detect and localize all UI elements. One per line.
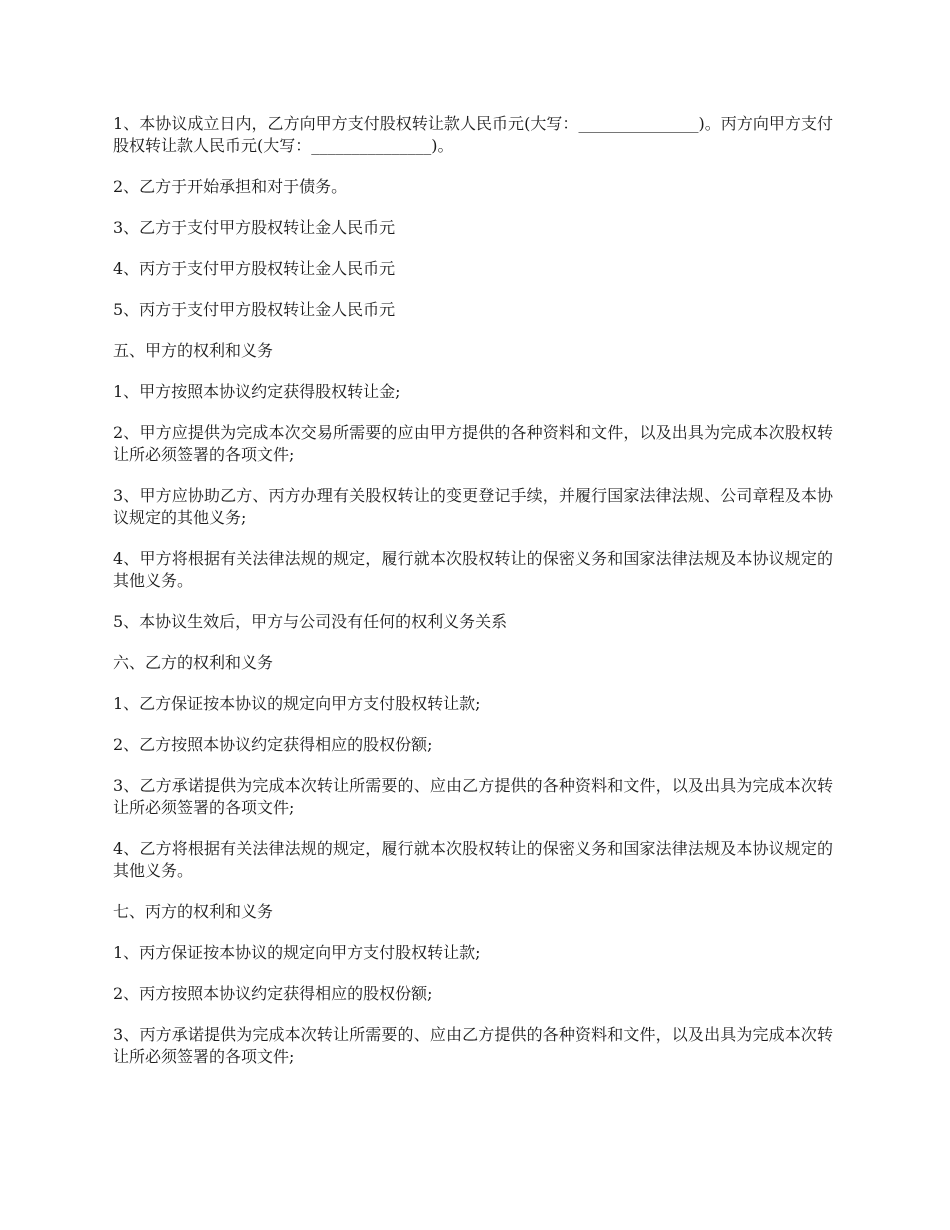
party-c-clause-3: 3、丙方承诺提供为完成本次转让所需要的、应由乙方提供的各种资料和文件，以及出具为完成本次转让所必须签署的各项文件; [113,1025,833,1066]
clause-payment-party-c-2: 5、丙方于支付甲方股权转让金人民币元 [113,300,396,319]
party-c-clause-1: 1、丙方保证按本协议的规定向甲方支付股权转让款; [113,943,481,962]
party-a-clause-5: 5、本协议生效后，甲方与公司没有任何的权利义务关系 [113,612,508,631]
document-page [113,113,833,1087]
section-heading-party-c: 七、丙方的权利和义务 [113,902,274,921]
party-b-clause-4: 4、乙方将根据有关法律法规的规定，履行就本次股权转让的保密义务和国家法律法规及本协议规定的其他义务。 [113,839,833,880]
section-heading-party-a: 五、甲方的权利和义务 [113,341,274,360]
section-heading-party-b: 六、乙方的权利和义务 [113,653,274,672]
party-a-clause-4: 4、甲方将根据有关法律法规的规定，履行就本次股权转让的保密义务和国家法律法规及本协议规定的其他义务。 [113,549,833,590]
party-b-clause-1: 1、乙方保证按本协议的规定向甲方支付股权转让款; [113,694,481,713]
clause-payment-terms: 1、本协议成立日内，乙方向甲方支付股权转让款人民币元(大写：_______________)。丙方向甲方支付股权转让款人民币元(大写：_______________)。 [113,114,833,155]
clause-payment-party-b: 3、乙方于支付甲方股权转让金人民币元 [113,218,396,237]
party-c-clause-2: 2、丙方按照本协议约定获得相应的股权份额; [113,984,433,1003]
party-a-clause-1: 1、甲方按照本协议约定获得股权转让金; [113,382,401,401]
party-b-clause-2: 2、乙方按照本协议约定获得相应的股权份额; [113,735,433,754]
party-b-clause-3: 3、乙方承诺提供为完成本次转让所需要的、应由乙方提供的各种资料和文件，以及出具为完成本次转让所必须签署的各项文件; [113,776,833,817]
clause-debt-assumption: 2、乙方于开始承担和对于债务。 [113,177,348,196]
clause-payment-party-c-1: 4、丙方于支付甲方股权转让金人民币元 [113,259,396,278]
party-a-clause-2: 2、甲方应提供为完成本次交易所需要的应由甲方提供的各种资料和文件，以及出具为完成本次股权转让所必须签署的各项文件; [113,423,833,464]
party-a-clause-3: 3、甲方应协助乙方、丙方办理有关股权转让的变更登记手续，并履行国家法律法规、公司章程及本协议规定的其他义务; [113,486,833,527]
